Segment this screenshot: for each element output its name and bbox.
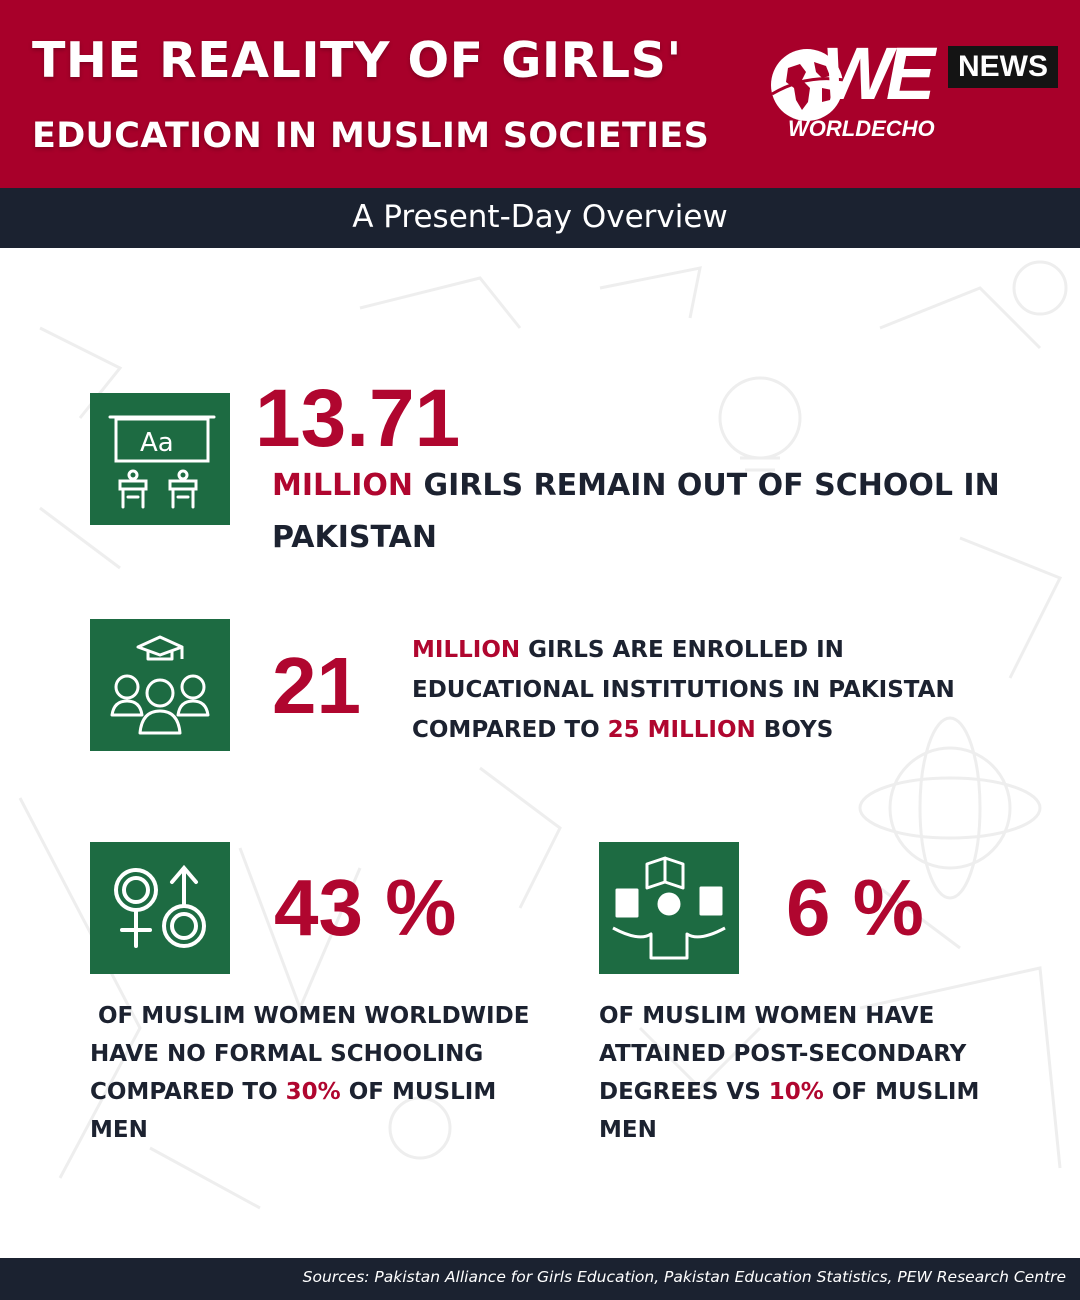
classroom-icon [90,393,230,525]
stat3-line3-post: OF MUSLIM [340,1079,497,1105]
stat4-text [599,997,1039,1149]
stat2-line1 [412,630,1052,670]
subtitle-bar [0,188,1080,248]
svg-text:Aa: Aa [140,428,174,458]
logo-news-badge: NEWS [948,46,1058,88]
logo-we-mark: WE [822,32,930,115]
worldecho-news-logo [760,32,1060,150]
stat3-text [90,997,530,1149]
stat4-line3-highlight: 10% [768,1079,824,1105]
stat2-line3 [412,710,1052,750]
stat2-text-line3-pre: COMPARED TO [412,717,608,743]
page-title-line2: EDUCATION IN MUSLIM SOCIETIES [32,116,710,156]
stat3-line2: HAVE NO FORMAL SCHOOLING [90,1041,484,1067]
stat2-text [412,630,1052,750]
stat3-line1: OF MUSLIM WOMEN WORLDWIDE [90,1003,530,1029]
stat4-number: 6 % [786,863,924,952]
graduates-icon [90,619,230,751]
stat4-line1: OF MUSLIM WOMEN HAVE [599,1003,935,1029]
gender-symbols-icon [90,842,230,974]
logo-worldecho-text: WORLDECHO [788,116,935,141]
juggling-books-icon [599,842,739,974]
stat4-line3 [599,1073,1039,1111]
stat4-line3-post: OF MUSLIM [823,1079,980,1105]
stat3-line3 [90,1073,530,1111]
sources-text: Sources: Pakistan Alliance for Girls Education, Pakistan Education Statistics, PEW Research Centre [302,1268,1066,1286]
stat2-highlight: MILLION [412,637,521,663]
subtitle: A Present-Day Overview [352,199,728,235]
stat3-line4: MEN [90,1117,148,1143]
stat1-text-line1: GIRLS REMAIN OUT OF SCHOOL IN [413,468,1000,503]
stat1-text-line2: PAKISTAN [272,520,437,555]
stat2-text-line1: GIRLS ARE ENROLLED IN [520,637,844,663]
gender-symbols-icon-box [90,842,230,974]
stat2-number: 21 [272,641,361,730]
stat2-text-line2: EDUCATIONAL INSTITUTIONS IN PAKISTAN [412,677,955,703]
stat3-number: 43 % [274,863,457,952]
stat3-line3-pre: COMPARED TO [90,1079,286,1105]
stat4-line2: ATTAINED POST-SECONDARY [599,1041,967,1067]
stat1-number: 13.71 [255,373,461,464]
stat3-line3-highlight: 30% [285,1079,341,1105]
stat4-line3-pre: DEGREES VS [599,1079,769,1105]
stat1-highlight: MILLION [272,468,414,503]
stat2-text-line3-highlight: 25 MILLION [607,717,756,743]
page-title-line1: THE REALITY OF GIRLS' [32,32,682,89]
stat1-text [272,460,1032,564]
juggling-books-icon-box [599,842,739,974]
header-banner [0,0,1080,188]
stat2-text-line3-post: BOYS [755,717,834,743]
footer-bar [0,1258,1080,1300]
stat1-line1 [272,460,1032,512]
graduates-icon-box [90,619,230,751]
classroom-icon-box [90,393,230,525]
stat4-line4: MEN [599,1117,657,1143]
